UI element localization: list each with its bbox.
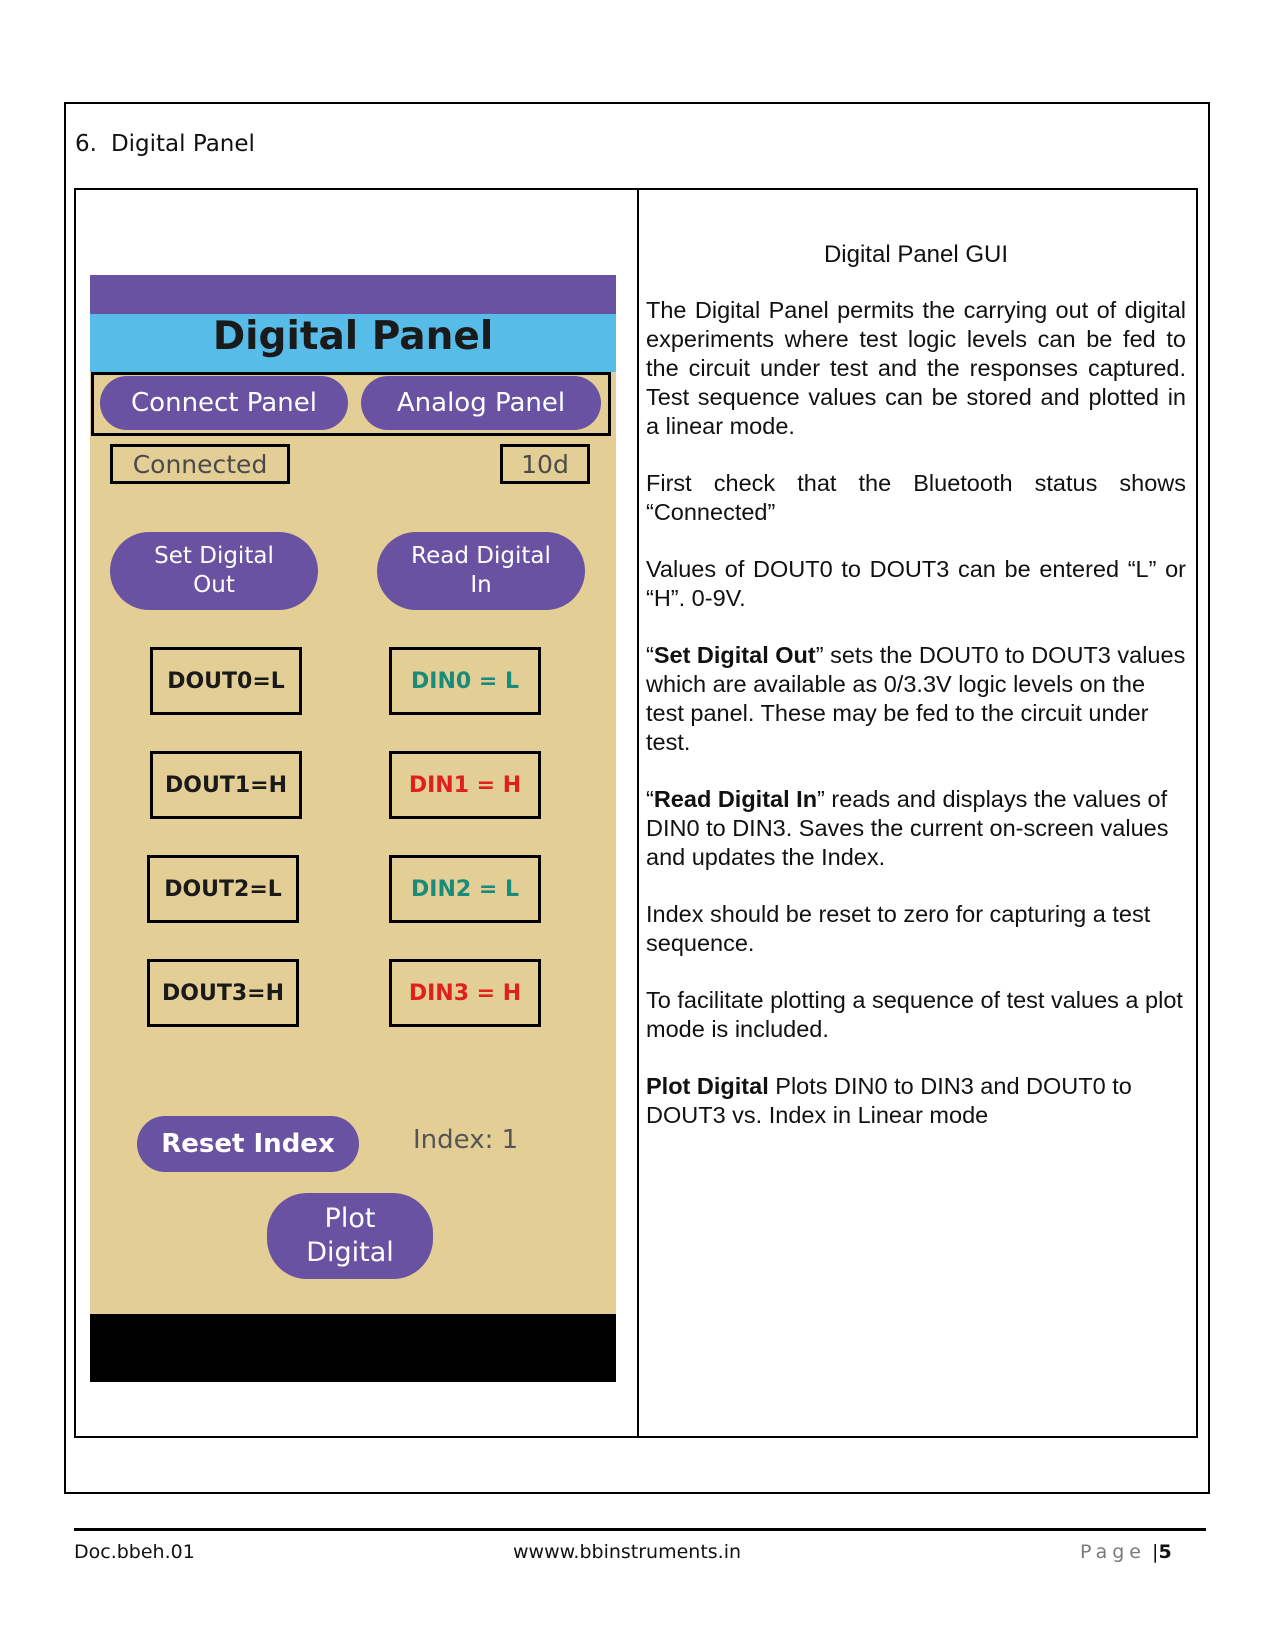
footer-page-sep: | <box>1152 1541 1159 1563</box>
footer-doc-id: Doc.bbeh.01 <box>74 1541 195 1563</box>
analog-panel-button[interactable]: Analog Panel <box>361 376 601 430</box>
plot-digital-button[interactable] <box>267 1193 433 1279</box>
status-strip <box>90 275 616 314</box>
description-read-digital-in <box>646 785 1186 872</box>
read-digital-in-line-2: In <box>470 572 492 598</box>
din2-value: DIN2 = L <box>389 855 541 923</box>
footer-page <box>1080 1541 1172 1563</box>
din0-value: DIN0 = L <box>389 647 541 715</box>
index-label: Index: 1 <box>413 1125 519 1155</box>
set-digital-out-text: ” sets the DOUT0 to DOUT3 values which are available as 0/3.3V logic levels on the test panel. These may be fed to the circuit under test. <box>646 642 1186 755</box>
device-id: 10d <box>500 444 590 484</box>
section-number: 6. <box>75 131 97 157</box>
din1-value: DIN1 = H <box>389 751 541 819</box>
set-digital-out-line-1: Set Digital <box>154 543 274 569</box>
description-plot-digital <box>646 1072 1186 1130</box>
description-plot-mode: To facilitate plotting a sequence of test values a plot mode is included. <box>646 987 1183 1042</box>
connect-panel-button[interactable]: Connect Panel <box>100 376 348 430</box>
connection-status: Connected <box>110 444 290 484</box>
read-digital-in-line-1: Read Digital <box>411 543 551 569</box>
footer-rule <box>74 1528 1206 1531</box>
plot-digital-line-1: Plot <box>324 1203 376 1234</box>
dout0-field[interactable]: DOUT0=L <box>150 647 302 715</box>
plot-digital-line-2: Digital <box>306 1237 394 1268</box>
footer-page-word: Page <box>1080 1541 1146 1563</box>
read-digital-in-button[interactable] <box>377 532 585 610</box>
description-dout-values: Values of DOUT0 to DOUT3 can be entered “L” or “H”. 0-9V. <box>646 556 1186 611</box>
section-heading <box>75 131 255 157</box>
description-set-digital-out <box>646 641 1186 757</box>
read-digital-in-text: ” reads and displays the values of DIN0 to DIN3. Saves the current on-screen values and updates the Index. <box>646 786 1169 870</box>
table-divider <box>637 190 639 1436</box>
dout2-field[interactable]: DOUT2=L <box>147 855 299 923</box>
dout3-field[interactable]: DOUT3=H <box>147 959 299 1027</box>
reset-index-button[interactable]: Reset Index <box>137 1116 359 1172</box>
set-digital-out-line-2: Out <box>193 572 235 598</box>
footer-website: wwww.bbinstruments.in <box>513 1541 742 1563</box>
din3-value: DIN3 = H <box>389 959 541 1027</box>
description-heading: Digital Panel GUI <box>823 241 1009 268</box>
description-intro: The Digital Panel permits the carrying out of digital experiments where test logic levels can be fed to the circuit under test and the responses captured. Test sequence values can be stored and plotted in a linear mode. <box>646 297 1186 439</box>
dout1-field[interactable]: DOUT1=H <box>150 751 302 819</box>
plot-digital-term: Plot Digital <box>646 1073 769 1099</box>
footer-page-number: 5 <box>1158 1541 1172 1563</box>
section-title: Digital Panel <box>110 131 255 157</box>
set-digital-out-button[interactable] <box>110 532 318 610</box>
description-index-reset: Index should be reset to zero for capturing a test sequence. <box>646 901 1151 956</box>
description-column <box>646 240 1186 1158</box>
quote-open: “ <box>646 786 654 812</box>
set-digital-out-term: Set Digital Out <box>653 642 816 668</box>
description-bluetooth: First check that the Bluetooth status shows “Connected” <box>646 470 1186 525</box>
android-nav-bar <box>90 1314 616 1382</box>
read-digital-in-term: Read Digital In <box>653 786 818 812</box>
quote-open: “ <box>646 642 654 668</box>
gui-title: Digital Panel <box>212 314 494 359</box>
plot-digital-text: Plots DIN0 to DIN3 and DOUT0 to DOUT3 vs. Index in Linear mode <box>646 1073 1132 1128</box>
